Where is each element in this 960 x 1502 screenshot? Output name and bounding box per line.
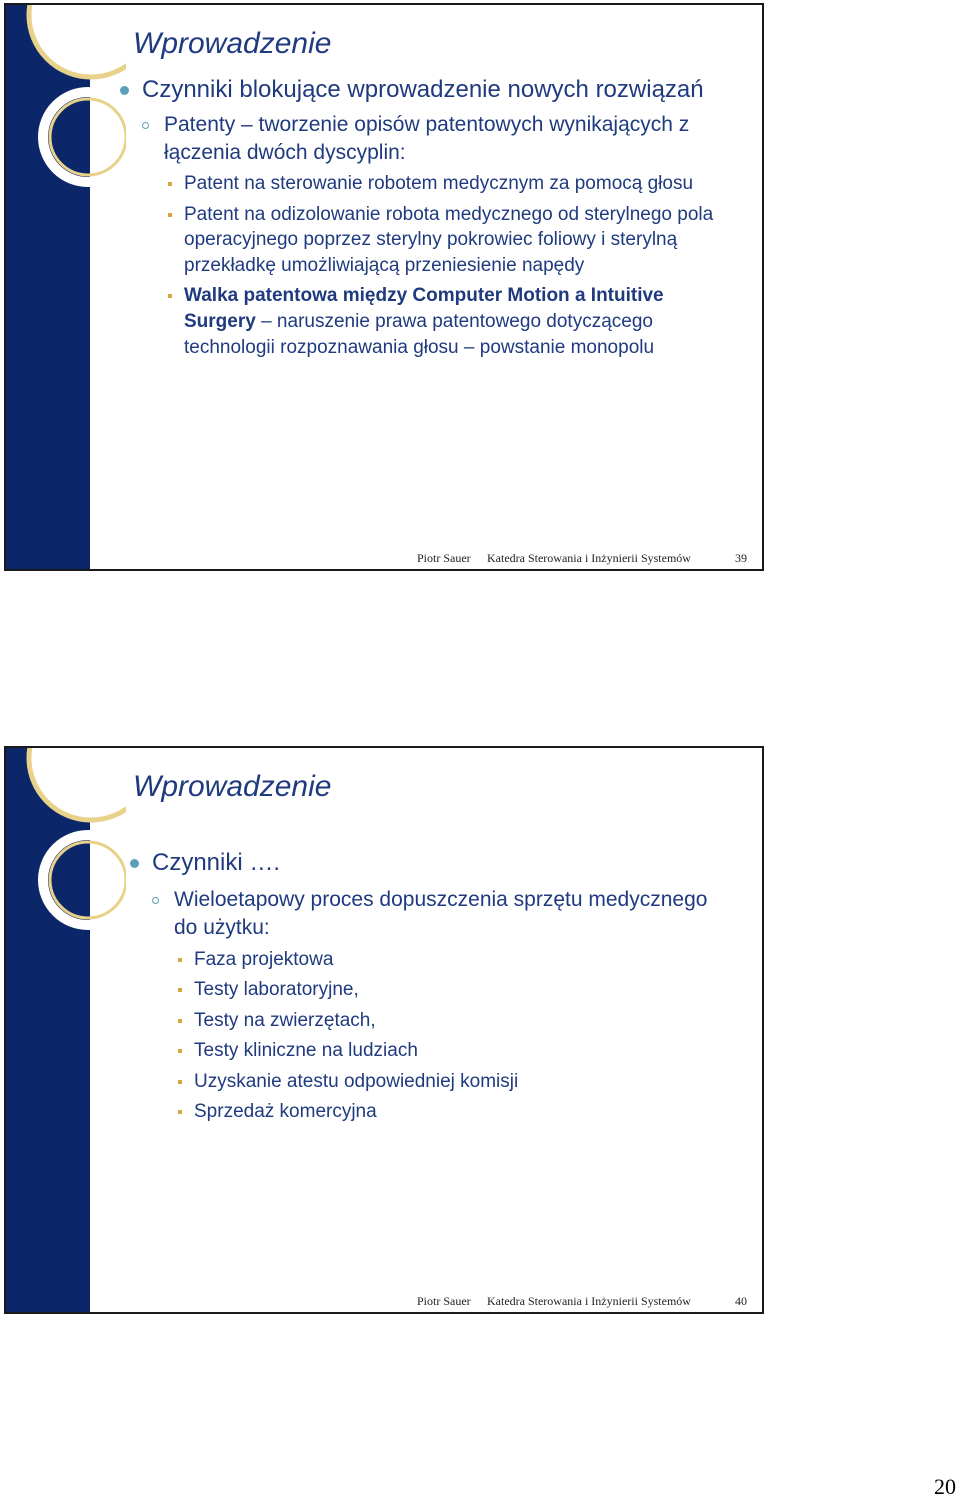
bullet-level-3: [118, 283, 732, 360]
bullet-level-3: Testy kliniczne na ludziach: [128, 1038, 732, 1064]
bullet-level-1: Czynniki ….: [128, 848, 732, 878]
footer-author: Piotr Sauer: [417, 1294, 471, 1308]
slide-body: [128, 848, 732, 1129]
slide-number: 39: [735, 551, 747, 565]
bullet-level-3: Sprzedaż komercyjna: [128, 1099, 732, 1125]
slide-40: [4, 746, 764, 1314]
slide-number: 40: [735, 1294, 747, 1308]
slide-footer: [417, 1294, 747, 1309]
bullet-level-3: Testy na zwierzętach,: [128, 1008, 732, 1034]
page-number: 20: [934, 1474, 956, 1499]
bullet-level-2: Wieloetapowy proces dopuszczenia sprzętu medycznego do użytku:: [128, 886, 732, 942]
bullet-level-3: Testy laboratoryjne,: [128, 977, 732, 1003]
footer-department: Katedra Sterowania i Inżynierii Systemów: [487, 551, 691, 565]
bullet-level-2: Patenty – tworzenie opisów patentowych wynikających z łączenia dwóch dyscyplin:: [118, 111, 732, 167]
slide-title: Wprowadzenie: [133, 27, 332, 60]
bullet-level-3: Uzyskanie atestu odpowiedniej komisji: [128, 1069, 732, 1095]
slide-title: Wprowadzenie: [133, 770, 332, 803]
bullet-level-1: Czynniki blokujące wprowadzenie nowych rozwiązań: [118, 75, 732, 105]
bullet-level-3: Patent na odizolowanie robota medycznego od sterylnego pola operacyjnego poprzez sterylny pokrowiec foliowy i sterylną przekładkę umożliwiającą przeniesienie napędy: [118, 202, 732, 279]
slide-39: [4, 3, 764, 571]
bullet-text: – naruszenie prawa patentowego dotyczącego technologii rozpoznawania głosu: [184, 310, 653, 358]
bullet-level-3: Faza projektowa: [128, 947, 732, 973]
bold-text: Walka patentowa między Computer Motion a Intuitive Surgery: [184, 285, 664, 332]
slide-body: [118, 75, 732, 365]
footer-author: Piotr Sauer: [417, 551, 471, 565]
slide-footer: [417, 551, 747, 566]
footer-department: Katedra Sterowania i Inżynierii Systemów: [487, 1294, 691, 1308]
bullet-text: – powstanie monopolu: [458, 336, 655, 358]
decorative-rings-icon: [4, 3, 126, 195]
bullet-level-3: Patent na sterowanie robotem medycznym za pomocą głosu: [118, 171, 732, 197]
decorative-rings-icon: [4, 746, 126, 938]
